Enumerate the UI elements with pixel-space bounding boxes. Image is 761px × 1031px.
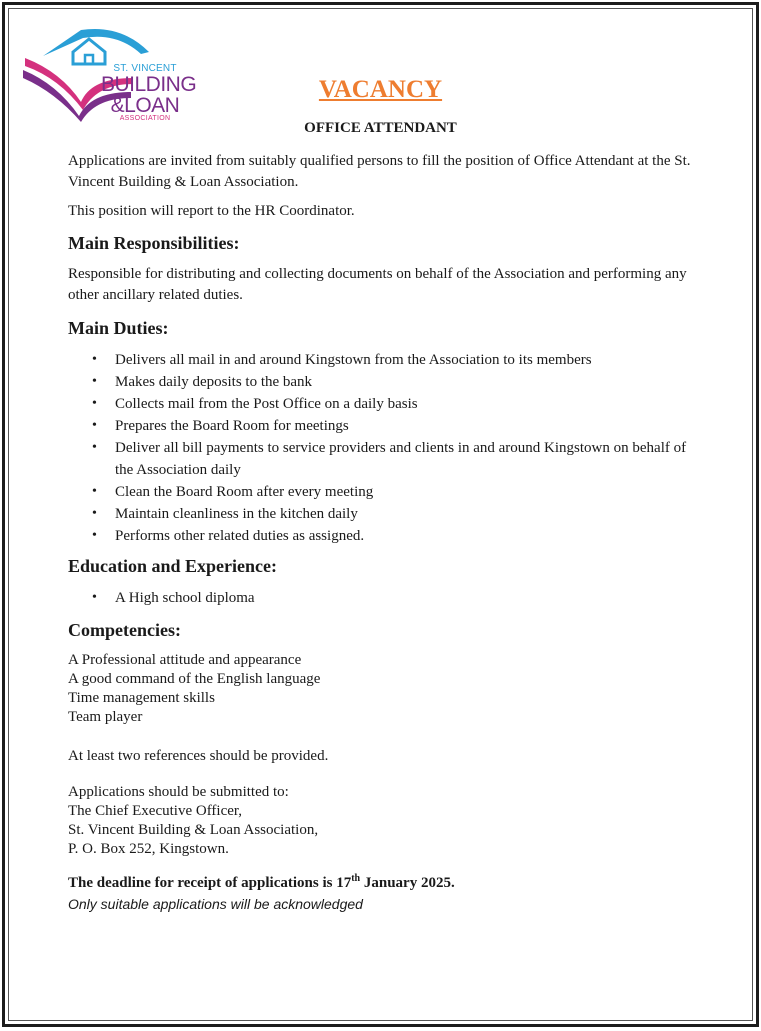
education-heading: Education and Experience: [68,556,278,576]
bullet-icon: • [92,418,97,433]
position-title: OFFICE ATTENDANT [304,120,457,136]
list-item: • Prepares the Board Room for meetings [115,415,706,437]
duties-heading: Main Duties: [68,318,169,338]
bullet-icon: • [92,396,97,411]
bullet-icon: • [92,528,97,543]
bullet-icon: • [92,506,97,521]
page-title: VACANCY [318,76,443,103]
list-item: • Deliver all bill payments to service providers and clients in and around Kingstown on behalf of the Association daily [115,437,706,481]
bullet-icon: • [92,374,97,389]
document-body [68,151,706,915]
logo-text-building: BUILDING [101,73,197,96]
list-item: • Makes daily deposits to the bank [115,371,706,393]
competencies-heading: Competencies: [68,620,181,640]
list-item: • Collects mail from the Post Office on a daily basis [115,393,706,415]
list-item: • Delivers all mail in and around Kingstown from the Association to its members [115,349,706,371]
bullet-icon: • [92,484,97,499]
address-line: P. O. Box 252, Kingstown. [68,841,229,857]
document-page [2,2,759,1027]
list-item: Time management skills [68,690,215,706]
responsibilities-text: Responsible for distributing and collecting documents on behalf of the Association and performing any other ancillary related duties. [68,266,687,303]
list-item: • Maintain cleanliness in the kitchen daily [115,503,706,525]
references-text: At least two references should be provided. [68,748,329,764]
logo-text-st-vincent: ST. VINCENT [113,63,177,74]
responsibilities-heading: Main Responsibilities: [68,233,240,253]
address-line: St. Vincent Building & Loan Association, [68,822,319,838]
education-list [68,587,706,609]
submission-address [68,783,706,859]
list-item: • Clean the Board Room after every meeting [115,481,706,503]
logo-text-association: ASSOCIATION [119,115,171,122]
bullet-icon: • [92,440,97,455]
address-line: Applications should be submitted to: [68,784,289,800]
bullet-icon: • [92,590,97,605]
list-item: A good command of the English language [68,671,321,687]
intro-paragraph: Applications are invited from suitably qualified persons to fill the position of Office Attendant at the St. Vincent Building & Loan Association. [68,153,691,190]
competencies-list [68,651,706,727]
bullet-icon: • [92,352,97,367]
acknowledgement-note: Only suitable applications will be acknowledged [68,896,363,912]
list-item: • Performs other related duties as assigned. [115,525,706,547]
list-item: A Professional attitude and appearance [68,652,302,668]
deadline-text: The deadline for receipt of applications is 17th January 2025. [68,873,455,891]
list-item: • A High school diploma [115,587,706,609]
list-item: Team player [68,709,143,725]
logo-text-loan: &LOAN [110,94,180,117]
reporting-paragraph: This position will report to the HR Coordinator. [68,203,355,219]
duties-list [68,349,706,547]
address-line: The Chief Executive Officer, [68,803,243,819]
company-logo [21,22,197,124]
